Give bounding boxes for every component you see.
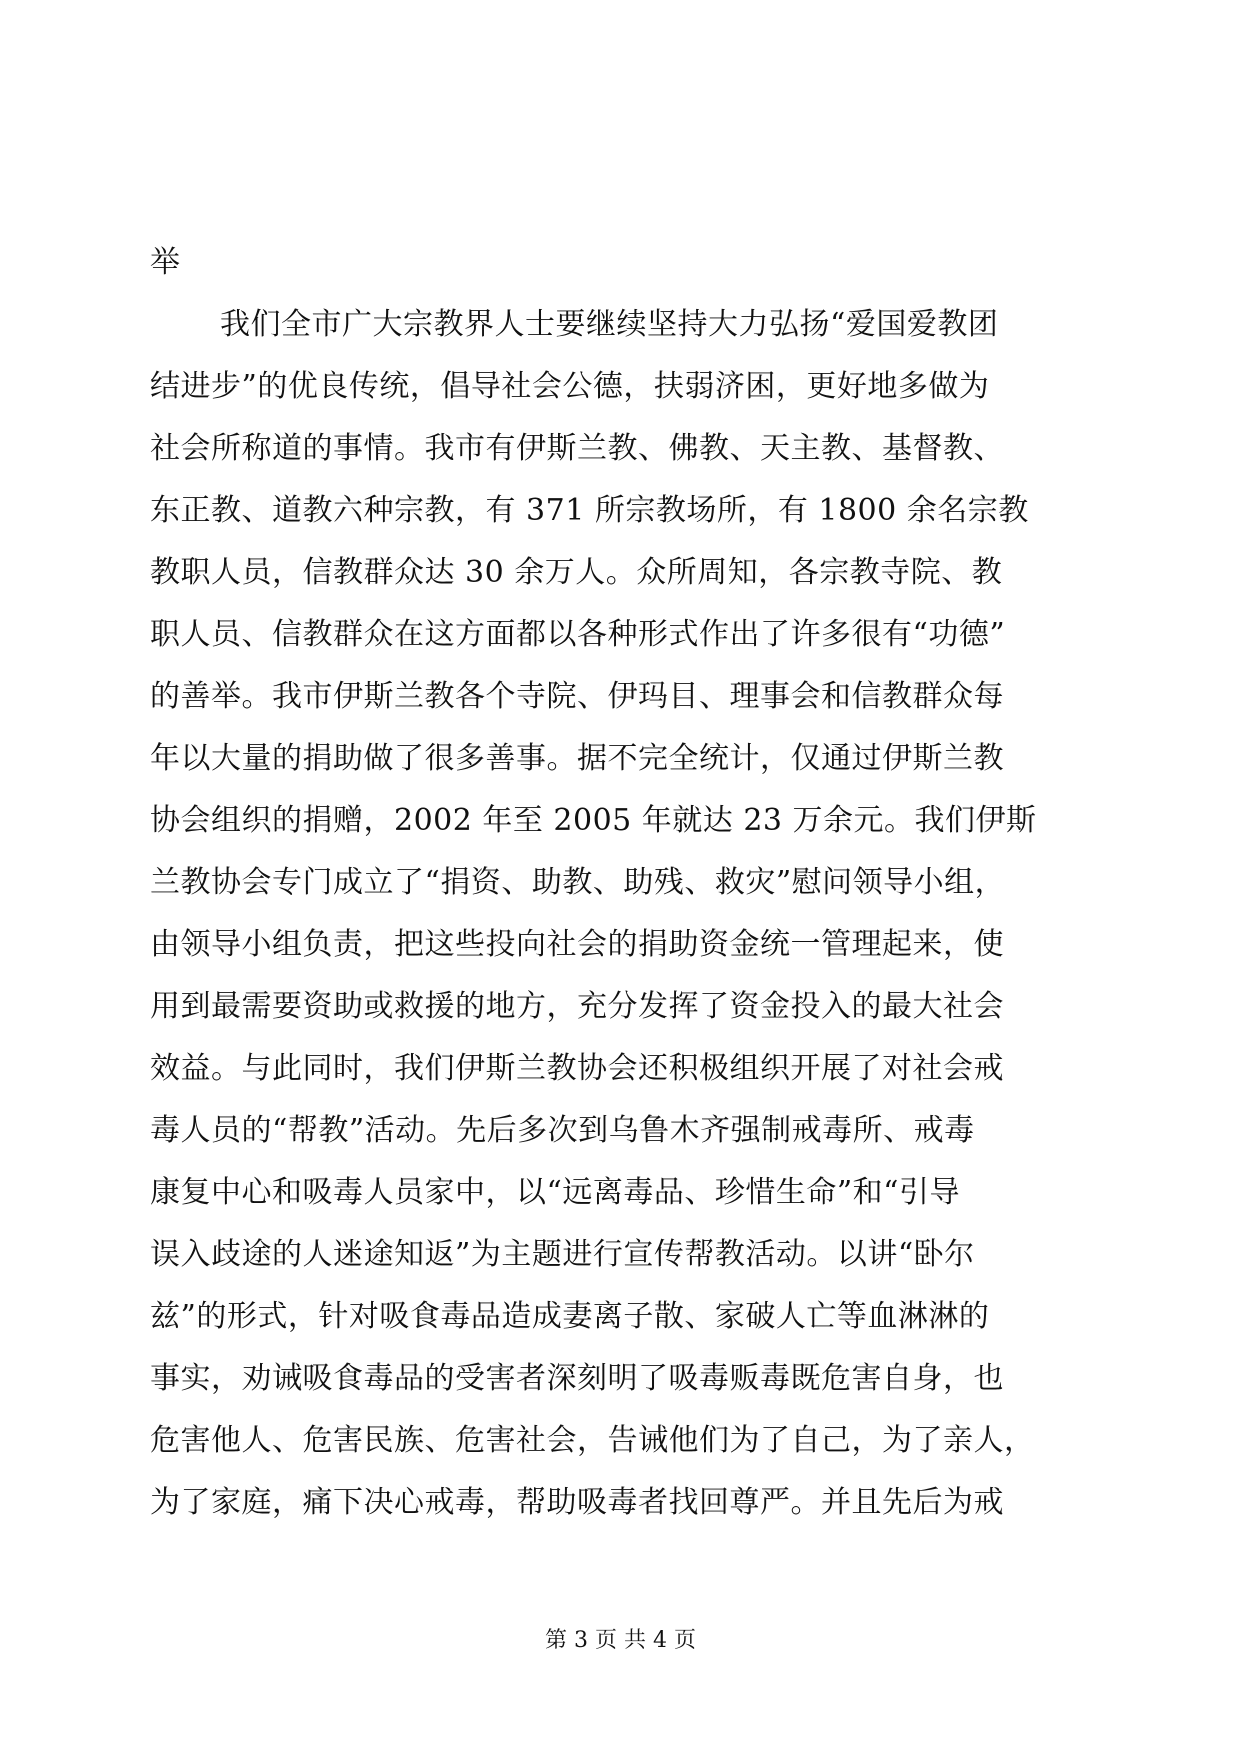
page-footer bbox=[0, 1626, 1241, 1656]
text-line: 的善举。我市伊斯兰教各个寺院、伊玛目、理事会和信教群众每 bbox=[150, 679, 1004, 714]
text-line: 为了家庭，痛下决心戒毒，帮助吸毒者找回尊严。并且先后为戒 bbox=[150, 1485, 1004, 1520]
text-line: 用到最需要资助或救援的地方，充分发挥了资金投入的最大社会 bbox=[150, 989, 1004, 1024]
text-line: 康复中心和吸毒人员家中，以“远离毒品、珍惜生命”和“引导 bbox=[150, 1175, 961, 1210]
text-line: 由领导小组负责，把这些投向社会的捐助资金统一管理起来，使 bbox=[150, 927, 1004, 962]
text-line: 教职人员，信教群众达 30 余万人。众所周知，各宗教寺院、教 bbox=[150, 555, 1003, 590]
text-line: 效益。与此同时，我们伊斯兰教协会还积极组织开展了对社会戒 bbox=[150, 1051, 1004, 1086]
text-line: 协会组织的捐赠，2002 年至 2005 年就达 23 万余元。我们伊斯 bbox=[150, 803, 1037, 838]
text-line: 年以大量的捐助做了很多善事。据不完全统计，仅通过伊斯兰教 bbox=[150, 741, 1004, 776]
text-line: 兰教协会专门成立了“捐资、助教、助残、救灾”慰问领导小组， bbox=[150, 865, 1006, 900]
text-line: 东正教、道教六种宗教，有 371 所宗教场所，有 1800 余名宗教 bbox=[150, 493, 1029, 528]
text-line: 结进步”的优良传统，倡导社会公德，扶弱济困，更好地多做为 bbox=[150, 369, 990, 404]
text-line: 职人员、信教群众在这方面都以各种形式作出了许多很有“功德” bbox=[150, 617, 1006, 652]
body-text bbox=[150, 232, 1092, 1534]
text-line: 危害他人、危害民族、危害社会，告诫他们为了自己，为了亲人， bbox=[150, 1423, 1035, 1458]
text-line: 举 bbox=[150, 245, 181, 280]
page-number: 第 3 页 共 4 页 bbox=[545, 1628, 696, 1653]
text-line: 兹”的形式，针对吸食毒品造成妻离子散、家破人亡等血淋淋的 bbox=[150, 1299, 990, 1334]
text-line: 毒人员的“帮教”活动。先后多次到乌鲁木齐强制戒毒所、戒毒 bbox=[150, 1113, 975, 1148]
text-line: 事实，劝诫吸食毒品的受害者深刻明了吸毒贩毒既危害自身，也 bbox=[150, 1361, 1004, 1396]
paragraph-first-line: 我们全市广大宗教界人士要继续坚持大力弘扬“爱国爱教团 bbox=[220, 307, 999, 342]
text-line: 社会所称道的事情。我市有伊斯兰教、佛教、天主教、基督教、 bbox=[150, 431, 1004, 466]
text-line: 误入歧途的人迷途知返”为主题进行宣传帮教活动。以讲“卧尔 bbox=[150, 1237, 975, 1272]
